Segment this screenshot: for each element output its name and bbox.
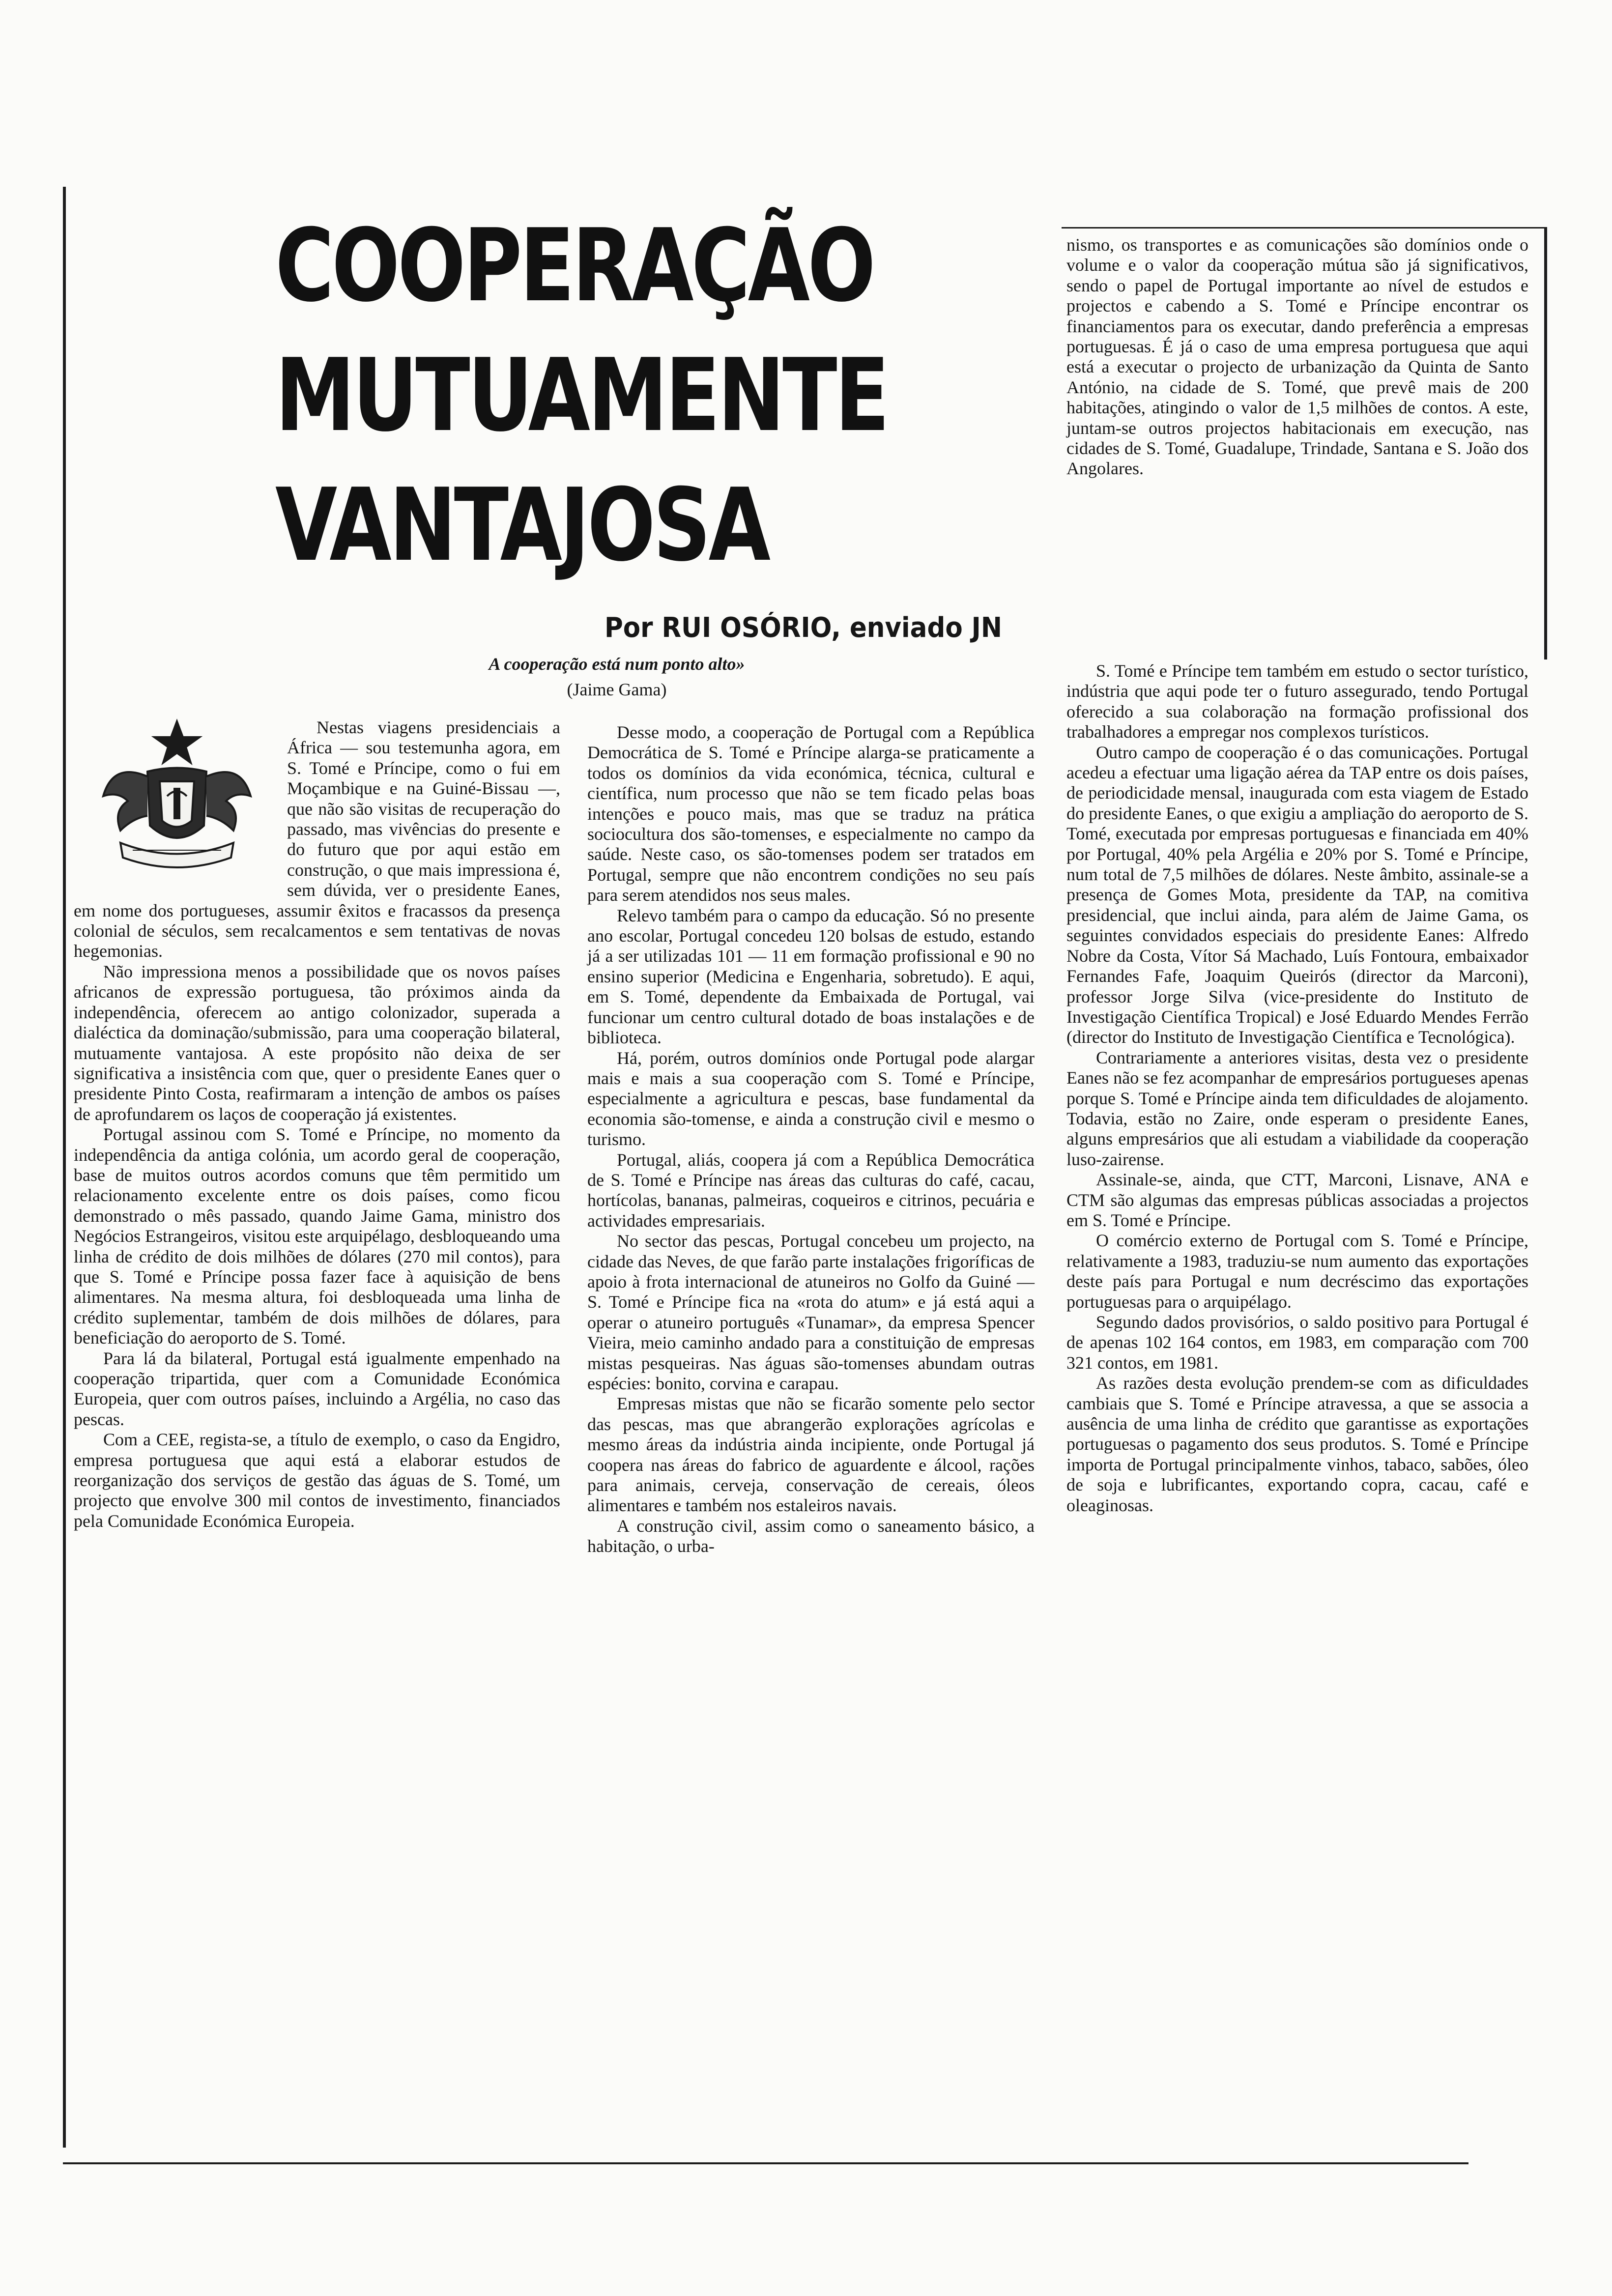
col2-paragraph: Há, porém, outros domínios onde Portugal pode alargar mais e mais a sua cooperação com S. Tomé e Príncipe, especialmente a agricultura e pescas, base fundamental da economia são-tomense, e ainda a construção civil e mesmo o turismo. — [587, 1048, 1035, 1149]
headline-line-1: COOPERAÇÃO — [275, 208, 874, 324]
col1-paragraph: Para lá da bilateral, Portugal está igualmente empenhado na cooperação tripartida, quer com a Comunidade Económica Europeia, quer com outros países, incluindo a Argélia, no caso das pescas. — [74, 1348, 560, 1429]
epigraph — [408, 651, 826, 702]
col2-paragraph: A construção civil, assim como o saneamento básico, a habitação, o urba- — [587, 1516, 1035, 1556]
headline-line-2: MUTUAMENTE — [275, 338, 888, 454]
right-frame-rule — [1544, 227, 1547, 660]
top-right-rule — [1062, 227, 1547, 229]
col1-paragraph: Portugal assinou com S. Tomé e Príncipe, no momento da independência da antiga colónia, um acordo geral de cooperação, base de muitos outros acordos comuns que têm permitido um relacionamento excelente entre os dois países, como ficou demonstrado o mês passado, quando Jaime Gama, ministro dos Negócios Estrangeiros, visitou este arquipélago, desbloqueando uma linha de crédito de dois milhões de dólares (270 mil contos), para que S. Tomé e Príncipe possa fazer face à aquisição de bens alimentares. Na mesma altura, foi desbloqueada uma linha de crédito suplementar, também de dois milhões de dólares, para beneficiação do aeroporto de S. Tomé. — [74, 1124, 560, 1348]
sao-tome-coat-of-arms-icon — [74, 718, 280, 880]
col3-paragraph: Contrariamente a anteriores visitas, desta vez o presidente Eanes não se fez acompanhar de empresários portugueses apenas porque S. Tomé e Príncipe ainda tem dificuldades de alojamento. Todavia, estão no Zaire, onde esperam o presidente Eanes, alguns empresários que ali estudam a viabilidade da cooperação luso-zairense. — [1066, 1047, 1528, 1169]
col3-continuation-paragraph: nismo, os transportes e as comunicações são domínios onde o volume e o valor da cooperação mútua são já significativos, sendo o papel de Portugal importante ao nível de estudos e projectos e cabendo a S. Tomé e Príncipe encontrar os financiamentos para os executar, dando preferência a empresas portuguesas. É já o caso de uma empresa portuguesa que aqui está a executar o projecto de urbanização da Quinta de Santo António, na cidade de S. Tomé, que prevê mais de 200 habitações, atingindo o valor de 1,5 milhões de contos. A este, juntam-se outros projectos habitacionais em execução, nas cidades de S. Tomé, Guadalupe, Trindade, Santana e S. João dos Angolares. — [1066, 235, 1528, 479]
epigraph-quote: A cooperação está num ponto alto» — [489, 654, 745, 674]
col3-paragraph: O comércio externo de Portugal com S. Tomé e Príncipe, relativamente a 1983, traduziu-se num aumento das exportações deste país para Portugal e num decréscimo das exportações portuguesas para o arquipélago. — [1066, 1231, 1528, 1312]
bottom-frame-rule — [63, 2162, 1468, 2164]
headline — [275, 201, 888, 591]
article-column-1 — [74, 718, 560, 1531]
col3-paragraph: Segundo dados provisórios, o saldo positivo para Portugal é de apenas 102 164 contos, em 1983, em comparação com 700 321 contos, em 1981. — [1066, 1312, 1528, 1373]
col1-paragraph: Com a CEE, regista-se, a título de exemplo, o caso da Engidro, empresa portuguesa que aqui está a elaborar estudos de reorganização dos serviços de gestão das águas de S. Tomé, um projecto que envolve 300 mil contos de investimento, financiados pela Comunidade Económica Europeia. — [74, 1430, 560, 1531]
col2-paragraph: Portugal, aliás, coopera já com a República Democrática de S. Tomé e Príncipe nas áreas das culturas do café, cacau, hortícolas, bananas, palmeiras, coqueiros e citrinos, pecuária e actividades empresariais. — [587, 1149, 1035, 1231]
col3-paragraph: Outro campo de cooperação é o das comunicações. Portugal acedeu a efectuar uma ligação aérea da TAP entre os dois países, de periodicidade mensal, inaugurada com esta viagem de Estado do presidente Eanes, o que exigiu a ampliação do aeroporto de S. Tomé, executada por empresas portuguesas e financiada em 40% por Portugal, 40% pela Argélia e 20% por S. Tomé e Príncipe, num total de 7,5 milhões de dólares. Neste âmbito, assinale-se a presença de Gomes Mota, presidente da TAP, na comitiva presidencial, que inclui ainda, para além de Jaime Gama, os seguintes convidados especiais do presidente Eanes: Alfredo Nobre da Costa, Vítor Sá Machado, Luís Fontoura, embaixador Fernandes Fafe, Joaquim Queirós (director da Marconi), professor Jorge Silva (vice-presidente do Instituto de Investigação Científica Tropical) e José Eduardo Mendes Ferrão (director do Instituto de Investigação Científica e Tecnológica). — [1066, 742, 1528, 1047]
col2-paragraph: Relevo também para o campo da educação. Só no presente ano escolar, Portugal concedeu 120 bolsas de estudo, estando já a ser utilizadas 101 — 11 em formação profissional e 90 no ensino superior (Medicina e Engenharia, sobretudo). E aqui, em S. Tomé, dependente da Embaixada de Portugal, vai funcionar um centro cultural dotado de boas instalações e de biblioteca. — [587, 905, 1035, 1048]
left-frame-rule — [63, 187, 66, 2148]
col3-paragraph: S. Tomé e Príncipe tem também em estudo o sector turístico, indústria que aqui pode ter o futuro assegurado, tendo Portugal oferecido a sua colaboração na formação profissional dos trabalhadores a empregar nos complexos turísticos. — [1066, 661, 1528, 742]
article-column-3-top — [1066, 235, 1528, 479]
col3-paragraph: As razões desta evolução prendem-se com as dificuldades cambiais que S. Tomé e Príncipe atravessa, a que se associa a ausência de uma linha de crédito que garantisse as exportações portuguesas o pagamento dos seus produtos. S. Tomé e Príncipe importa de Portugal principalmente vinhos, tabaco, sabões, óleo de soja e lubrificantes, exportando copra, cacau, café e oleaginosas. — [1066, 1373, 1528, 1515]
col3-paragraph: Assinale-se, ainda, que CTT, Marconi, Lisnave, ANA e CTM são algumas das empresas públicas associadas a projectos em S. Tomé e Príncipe. — [1066, 1170, 1528, 1230]
article-column-3 — [1066, 661, 1528, 1516]
byline: Por RUI OSÓRIO, enviado JN — [604, 612, 1002, 644]
col1-paragraph: Nestas viagens presidenciais a África — sou testemunha agora, em S. Tomé e Príncipe, como o fui em Moçambique e na Guiné-Bissau —, que não são visitas de recuperação do passado, mas vivências do presente e do futuro que por aqui estão em construção, o que mais impressiona é, sem dúvida, ver o presidente Eanes, em nome dos portugueses, assumir êxitos e fracassos da presença colonial de séculos, sem recalcamentos e sem tentativas de novas hegemonias. — [74, 718, 560, 961]
headline-line-3: VANTAJOSA — [275, 467, 769, 584]
article-column-2 — [587, 722, 1035, 1557]
col2-paragraph: Desse modo, a cooperação de Portugal com a República Democrática de S. Tomé e Príncipe alarga-se praticamente a todos os domínios da vida económica, técnica, cultural e científica, num processo que não se tem ficado pelas boas intenções e pouco mais, mas que se traduz na prática sociocultura dos são-tomenses, e especialmente no campo da saúde. Neste caso, os são-tomenses podem ser tratados em Portugal, sempre que não encontrem condições no seu país para serem atendidos nos seus males. — [587, 722, 1035, 905]
col2-paragraph: No sector das pescas, Portugal concebeu um projecto, na cidade das Neves, de que farão parte instalações frigoríficas de apoio à frota internacional de atuneiros no Golfo da Guiné — S. Tomé e Príncipe fica na «rota do atum» e já está aqui a operar o atuneiro português «Tunamar», da empresa Spencer Vieira, meio caminho andado para a constituição de empresas mistas pesqueiras. Nas águas são-tomenses abundam outras espécies: bonito, corvina e carapau. — [587, 1231, 1035, 1393]
epigraph-attribution: (Jaime Gama) — [567, 680, 667, 699]
coat-of-arms-emblem — [74, 718, 280, 880]
col2-paragraph: Empresas mistas que não se ficarão somente pelo sector das pescas, mas que abrangerão explorações agrícolas e mesmo áreas da indústria ainda incipiente, onde Portugal já coopera nas áreas do fabrico de aguardente e álcool, rações para animais, cerveja, conservação de cereais, óleos alimentares e também nos estaleiros navais. — [587, 1394, 1035, 1516]
col1-paragraph: Não impressiona menos a possibilidade que os novos países africanos de expressão portuguesa, tão próximos ainda da independência, oferecem ao antigo colonizador, superada a dialéctica da dominação/submissão, para uma cooperação bilateral, mutuamente vantajosa. A este propósito não deixa de ser significativa a insistência com que, quer o presidente Eanes quer o presidente Pinto Costa, reafirmaram a intenção de ambos os países de aprofundarem os laços de cooperação já existentes. — [74, 961, 560, 1124]
